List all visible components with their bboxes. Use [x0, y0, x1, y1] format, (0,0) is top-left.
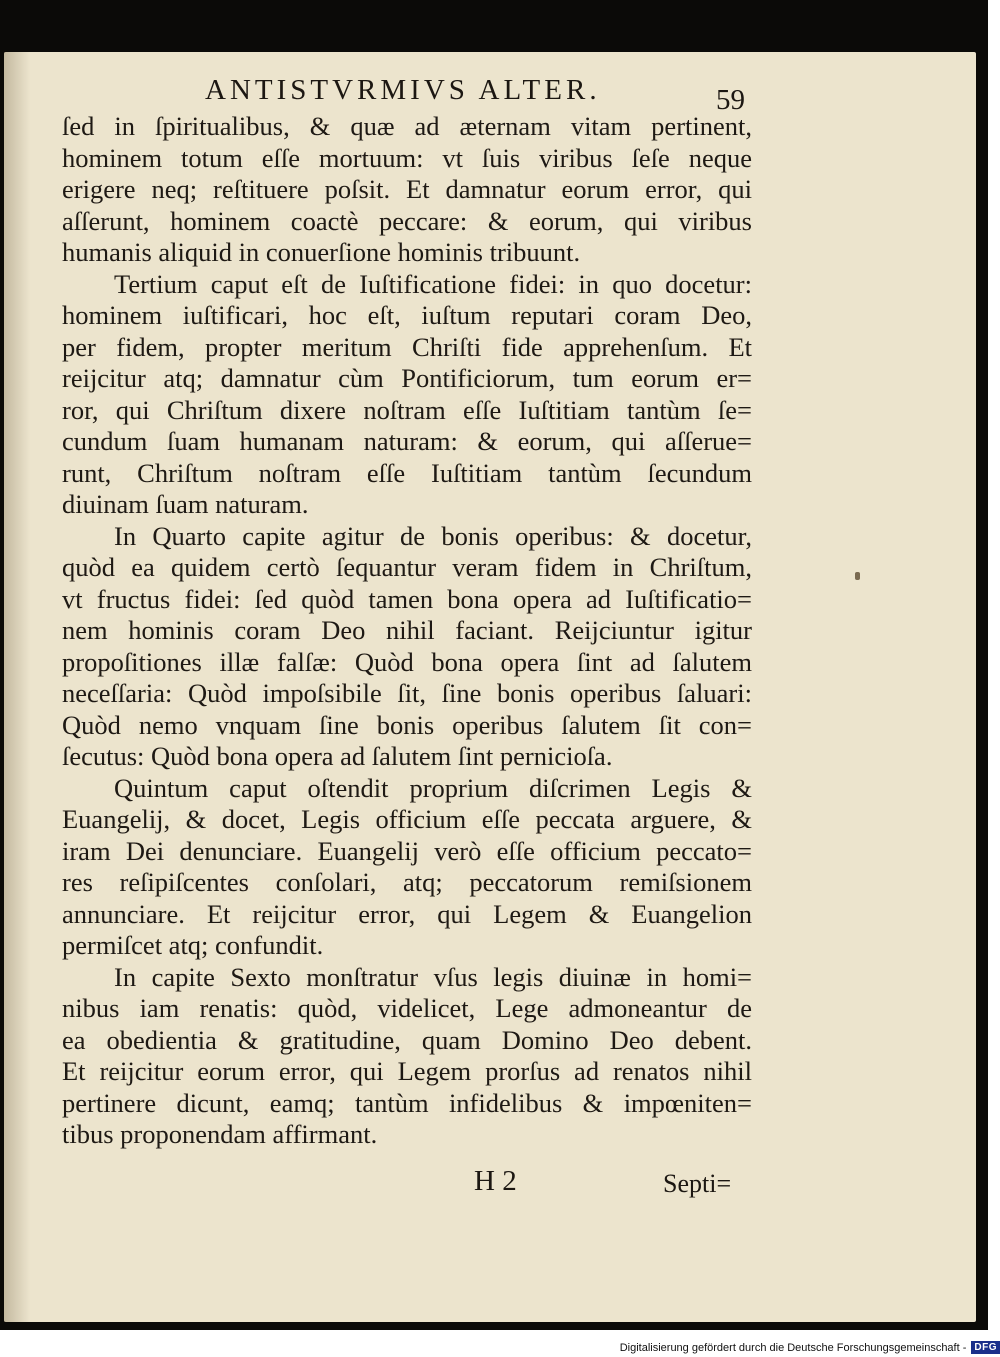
text-line: reijcitur atq; damnatur cùm Pontificiorum, tum eorum er=	[62, 363, 752, 393]
text-line: res reſipiſcentes conſolari, atq; peccatorum remiſsionem	[62, 867, 752, 897]
signature-mark: H 2	[474, 1165, 517, 1197]
text-line: Et reijcitur eorum error, qui Legem prorſus ad renatos nihil	[62, 1056, 752, 1086]
text-line: pertinere dicunt, eamq; tantùm infidelibus & impœniten=	[62, 1087, 752, 1118]
text-line: runt, Chriſtum noſtram eſſe Iuſtitiam tantùm ſecundum	[62, 457, 752, 488]
text-line: ror, qui Chriſtum dixere noſtram eſſe Iuſtitiam tantùm ſe=	[62, 394, 752, 425]
text-line: In capite Sexto monſtratur vſus legis diuinæ in homi=	[114, 961, 752, 992]
text-line: nibus iam renatis: quòd, videlicet, Lege admoneantur de	[62, 993, 752, 1023]
ink-speck	[855, 572, 860, 580]
text-line: annunciare. Et reijcitur error, qui Legem & Euangelion	[62, 898, 752, 929]
dfg-logo: DFG	[971, 1341, 1000, 1354]
text-line: ſed in ſpiritualibus, & quæ ad æternam vitam pertinent,	[62, 111, 752, 141]
running-title: ANTISTVRMIVS ALTER.	[205, 74, 601, 106]
text-line: ea obedientia & gratitudine, quam Domino Deo debent.	[62, 1024, 752, 1055]
text-line: erigere neq; reſtituere poſsit. Et damnatur eorum error, qui	[62, 174, 752, 204]
text-line: per fidem, propter meritum Chriſti fide apprehenſum. Et	[62, 331, 752, 362]
text-line: neceſſaria: Quòd impoſsibile ſit, ſine bonis operibus ſaluari:	[62, 678, 752, 708]
text-line: quòd ea quidem certò ſequantur veram fidem in Chriſtum,	[62, 552, 752, 582]
text-line: Tertium caput eſt de Iuſtificatione fidei: in quo docetur:	[114, 268, 752, 299]
text-line: diuinam ſuam naturam.	[62, 489, 309, 519]
text-line: vt fructus fidei: ſed quòd tamen bona opera ad Iuſtificatio=	[62, 583, 752, 614]
text-line: ſecutus: Quòd bona opera ad ſalutem ſint pernicioſa.	[62, 741, 613, 771]
text-line: nem hominis coram Deo nihil faciant. Reijciuntur igitur	[62, 615, 752, 645]
text-line: In Quarto capite agitur de bonis operibus: & docetur,	[114, 520, 752, 551]
catchword: Septi=	[663, 1169, 732, 1198]
text-line: hominem iuſtificari, hoc eſt, iuſtum reputari coram Deo,	[62, 300, 752, 330]
credit-text: Digitalisierung gefördert durch die Deutsche Forschungsgemeinschaft -	[619, 1341, 967, 1354]
text-line: humanis aliquid in conuerſione hominis tribuunt.	[62, 237, 581, 267]
text-line: Euangelij, & docet, Legis officium eſſe peccata arguere, &	[62, 804, 752, 834]
text-line: cundum ſuam humanam naturam: & eorum, qui aſſerue=	[62, 426, 752, 456]
text-line: Quòd nemo vnquam ſine bonis operibus ſalutem ſit con=	[62, 709, 752, 740]
body-text	[62, 111, 752, 1151]
text-line: hominem totum eſſe mortuum: vt ſuis viribus ſeſe neque	[62, 142, 752, 173]
digitization-credit	[612, 1338, 1000, 1357]
text-line: Quintum caput oſtendit proprium diſcrimen Legis &	[114, 772, 752, 803]
page-header	[0, 70, 988, 116]
text-line: permiſcet atq; confundit.	[62, 930, 324, 960]
page-number: 59	[716, 84, 745, 116]
page-edge-shadow	[4, 52, 30, 1322]
text-line: aſſerunt, hominem coactè peccare: & eorum, qui viribus	[62, 205, 752, 236]
text-line: propoſitiones illæ falſæ: Quòd bona opera ſint ad ſalutem	[62, 646, 752, 677]
text-line: iram Dei denunciare. Euangelij verò eſſe officium peccato=	[62, 835, 752, 866]
text-line: tibus proponendam affirmant.	[62, 1119, 378, 1149]
page-footer	[0, 1165, 988, 1205]
